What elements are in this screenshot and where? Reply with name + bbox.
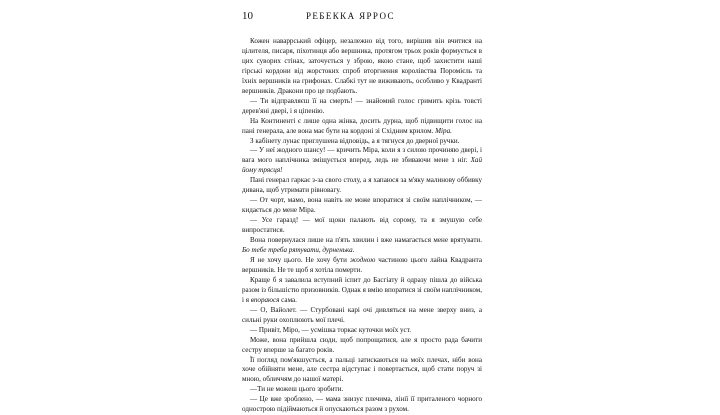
paragraph xyxy=(242,37,482,97)
paragraph xyxy=(242,117,482,137)
text-run: Пані генерал гаркає з-за свого столу, а я хапаюся за м'яку малинову оббивку дивана, щоб утримати рівновагу. xyxy=(242,176,482,195)
text-run: — Ти відправляєш її на смерть! — знайомий голос гримить крізь товсті дерев'яні двері, і я ціпенію. xyxy=(242,96,482,115)
text-run: — От чорт, мамо, вона навіть не може впоратися зі своїм наплічником, — кидається до мене Міра. xyxy=(242,196,482,215)
paragraph xyxy=(242,385,482,395)
paragraph xyxy=(242,395,482,415)
text-run: —Ти не можеш цього зробити. xyxy=(250,385,344,394)
italic-text: жодною xyxy=(349,255,376,264)
italic-text: впораюся xyxy=(250,295,280,304)
paragraph xyxy=(242,276,482,306)
text-run: Може, вона прийшла сюди, щоб попрощатися, але я просто рада бачити сестру вперше за багато років. xyxy=(242,335,482,354)
text-run: Я не хочу цього. Не хочу бути xyxy=(250,255,350,264)
text-run: Вона повернулася лише на п'ять хвилин і вже намагається мене врятувати. xyxy=(250,236,482,245)
paragraph xyxy=(242,137,482,147)
text-run: сама. xyxy=(279,295,297,304)
paragraph xyxy=(242,306,482,326)
paragraph xyxy=(242,356,482,386)
italic-text: Хай йому трясця! xyxy=(242,156,482,175)
text-run: Її погляд пом'якшується, а пальці затискаються на моїх плечах, ніби вона хоче обійняти мене, але сестра відступає і повертається, щоб стати поруч зі мною, обличчям до нашої матері. xyxy=(242,355,482,384)
paragraph xyxy=(242,216,482,236)
paragraph xyxy=(242,336,482,356)
italic-text: Міра. xyxy=(435,126,452,135)
running-head: РЕБЕККА ЯРРОС xyxy=(306,11,395,21)
text-run: — Це вже зроблено, — мама знизує плечима, лінії її приталеного чорного однострою підіймаються й опускаються разом з рухом. xyxy=(242,395,482,414)
page-header xyxy=(242,9,482,23)
paragraph xyxy=(242,176,482,196)
body-text xyxy=(242,37,482,415)
text-run: З кабінету лунає приглушена відповідь, а я тягнуся до дверної ручки. xyxy=(250,136,460,145)
text-run: — О, Вайолет. — Стурбовані карі очі дивляться на мене зверху вниз, а сильні руки охоплюють мої плечі. xyxy=(242,305,482,324)
text-run: — У неї жодного шансу! — кричить Міра, коли я з силою прочиняю двері, і вага мого наплічника зміщується вперед, ледь не збиваючи мене з ніг. xyxy=(242,146,482,165)
text-run: Краще б я завалила вступний іспит до Басгіату й одразу пішла до війська разом із більшістю призовників. Однак я вмію впоратися зі своїм наплічником, і я xyxy=(242,275,482,304)
text-run: частиною цього лайна Квадранта вершників. Не те щоб я хотіла померти. xyxy=(242,255,482,274)
text-run: — Привіт, Міро, — усмішка торкає куточки моїх уст. xyxy=(250,325,412,334)
text-run: На Континенті є лише одна жінка, досить дурна, щоб підвищити голос на пані генерала, але вона має бути на кордоні зі Східним крилом. xyxy=(242,116,482,135)
paragraph xyxy=(242,97,482,117)
paragraph xyxy=(242,326,482,336)
italic-text: Бо тебе треба рятувати, дурненька. xyxy=(242,246,355,255)
paragraph xyxy=(242,236,482,256)
page-number: 10 xyxy=(242,10,253,22)
paragraph xyxy=(242,146,482,176)
text-run: — Усе гаразд! — мої щоки палають від сорому, та я змушую себе випростатися. xyxy=(242,216,482,235)
paragraph xyxy=(242,256,482,276)
text-run: Кожен наваррський офіцер, незалежно від того, вирішив він вчитися на цілителя, писаря, піхотинця або вершника, протягом трьох років формується в цих суворих стінах, заточується у зброю, якою стане, щоб захистити наші гірські кордони від жорстоких спроб вторгнення королівства Поромієль та їхніх вершників на грифонах. Слабкі тут не виживають, особливо у Квадранті вершників. Дракони про це подбають. xyxy=(242,37,482,95)
paragraph xyxy=(242,196,482,216)
